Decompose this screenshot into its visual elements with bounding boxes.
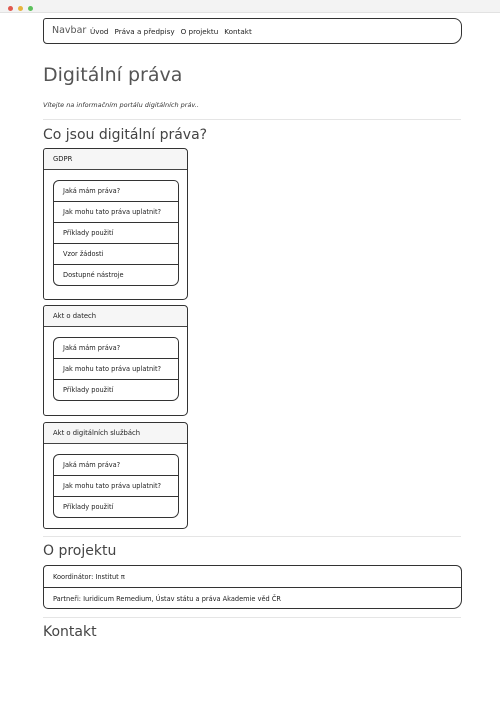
divider	[43, 119, 461, 120]
navbar-brand[interactable]: Navbar	[52, 25, 87, 36]
nav-links	[90, 27, 252, 36]
minimize-window-dot-icon[interactable]	[18, 6, 23, 11]
card-title: Akt o datech	[53, 312, 97, 320]
list-item-label: Jak mohu tato práva uplatnit?	[63, 482, 162, 490]
list-item[interactable]	[54, 455, 178, 476]
list-item[interactable]	[54, 380, 178, 400]
maximize-window-dot-icon[interactable]	[28, 6, 33, 11]
list-item[interactable]	[54, 244, 178, 265]
rights-list	[53, 180, 179, 286]
list-item[interactable]	[54, 223, 178, 244]
card-akt-o-datech	[43, 305, 188, 416]
list-item-label: Jaká mám práva?	[63, 187, 121, 195]
about-coordinator-text: Koordinátor: Institut π	[53, 573, 125, 581]
rights-list	[53, 337, 179, 401]
list-item[interactable]	[54, 202, 178, 223]
list-item-label: Příklady použití	[63, 386, 114, 394]
card-header	[44, 423, 187, 444]
list-item-label: Jaká mám práva?	[63, 344, 121, 352]
page-title: Digitální práva	[43, 64, 183, 86]
list-item-label: Jak mohu tato práva uplatnit?	[63, 208, 162, 216]
list-item-label: Jak mohu tato práva uplatnit?	[63, 365, 162, 373]
card-title: GDPR	[53, 155, 73, 163]
list-item[interactable]	[54, 338, 178, 359]
rights-list	[53, 454, 179, 518]
nav-link-o-projektu[interactable]: O projektu	[180, 27, 219, 36]
list-item[interactable]	[54, 265, 178, 285]
list-item-label: Jaká mám práva?	[63, 461, 121, 469]
list-item-label: Vzor žádosti	[63, 250, 104, 258]
card-header	[44, 306, 187, 327]
nav-link-kontakt[interactable]: Kontakt	[224, 27, 252, 36]
card-akt-o-digitalnich-sluzbach	[43, 422, 188, 529]
list-item[interactable]	[54, 359, 178, 380]
list-item[interactable]	[54, 497, 178, 517]
nav-link-uvod[interactable]: Úvod	[90, 27, 109, 36]
section-title-rights: Co jsou digitální práva?	[43, 127, 208, 143]
window-chrome	[0, 0, 500, 13]
close-window-dot-icon[interactable]	[8, 6, 13, 11]
card-gdpr	[43, 148, 188, 300]
navbar	[43, 18, 462, 44]
list-item-label: Příklady použití	[63, 229, 114, 237]
divider	[43, 536, 461, 537]
nav-link-prava-a-predpisy[interactable]: Práva a předpisy	[114, 27, 175, 36]
section-title-contact: Kontakt	[43, 624, 97, 640]
divider	[43, 617, 461, 618]
list-item[interactable]	[54, 181, 178, 202]
list-item[interactable]	[54, 476, 178, 497]
list-item-label: Dostupné nástroje	[63, 271, 124, 279]
about-partners-text: Partneři: Iuridicum Remedium, Ústav státu a práva Akademie věd ČR	[53, 595, 282, 603]
section-title-about: O projektu	[43, 543, 117, 559]
intro-text: Vítejte na informačním portálu digitálních práv..	[43, 101, 199, 109]
card-title: Akt o digitálních službách	[53, 429, 141, 437]
about-coordinator	[44, 566, 461, 587]
about-list	[43, 565, 462, 609]
list-item-label: Příklady použití	[63, 503, 114, 511]
card-header	[44, 149, 187, 170]
about-partners	[44, 587, 461, 609]
